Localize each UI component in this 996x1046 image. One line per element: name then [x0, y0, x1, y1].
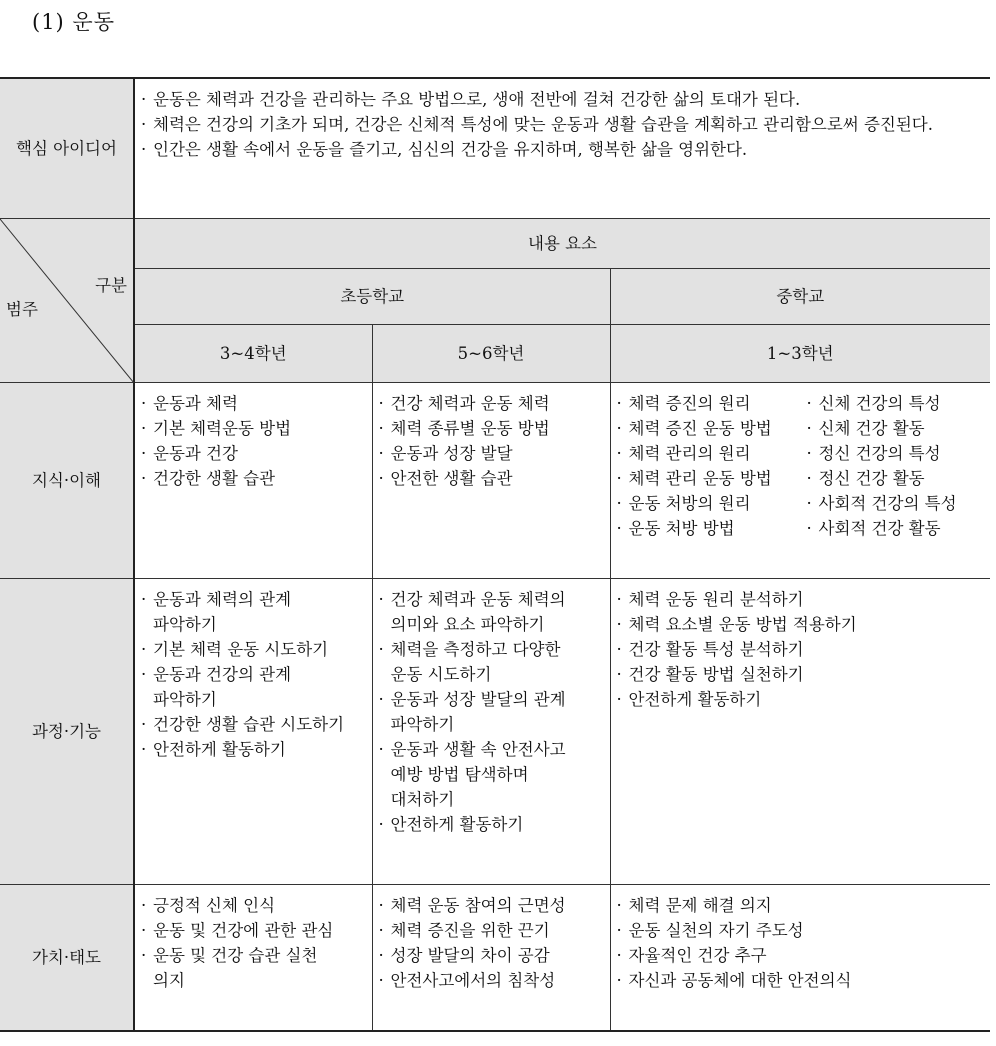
values-grade-3-4-cell	[134, 884, 372, 1031]
values-middle-list	[611, 885, 991, 1001]
bullet-mark: ·	[141, 115, 147, 134]
section-title: (1) 운동	[32, 10, 115, 34]
list-item-line: 운동과 건강의 관계	[153, 664, 292, 684]
list-item-line: 자율적인 건강 추구	[628, 945, 767, 965]
knowledge-row	[0, 382, 990, 578]
list-item	[617, 587, 987, 612]
bullet-mark: ·	[378, 639, 384, 659]
bullet-mark: ·	[141, 140, 147, 159]
knowledge-middle-cell	[610, 382, 990, 578]
list-item-line: 체력 운동 원리 분석하기	[628, 589, 804, 609]
knowledge-middle-grid	[611, 383, 991, 549]
list-item	[379, 687, 606, 737]
bullet-mark: ·	[616, 664, 622, 684]
list-item-line: 운동과 건강	[153, 443, 238, 463]
bullet-mark: ·	[141, 739, 147, 759]
bullet-mark: ·	[141, 589, 147, 609]
list-item-line: 안전하게 활동하기	[628, 689, 762, 709]
list-item	[141, 637, 368, 662]
list-item	[617, 687, 987, 712]
list-item	[141, 391, 368, 416]
knowledge-grade-3-4-cell	[134, 382, 372, 578]
list-item-line: 파악하기	[153, 689, 217, 709]
bullet-mark: ·	[806, 443, 812, 463]
bullet-mark: ·	[378, 689, 384, 709]
list-item-line: 체력 증진 운동 방법	[628, 418, 772, 438]
process-label: 과정·기능	[0, 578, 134, 884]
values-grade-5-6-cell	[372, 884, 610, 1031]
list-item	[141, 466, 368, 491]
bullet-mark: ·	[141, 443, 147, 463]
list-item	[617, 491, 807, 516]
bullet-mark: ·	[141, 639, 147, 659]
bullet-mark: ·	[616, 493, 622, 513]
bullet-mark: ·	[806, 418, 812, 438]
list-item-line: 기본 체력운동 방법	[153, 418, 292, 438]
bullet-mark: ·	[806, 518, 812, 538]
list-item-line: 안전하게 활동하기	[153, 739, 286, 759]
list-item-line: 안전사고에서의 침착성	[390, 970, 556, 990]
list-item	[379, 466, 606, 491]
bullet-mark: ·	[616, 945, 622, 965]
list-item	[617, 391, 807, 416]
list-item	[807, 416, 987, 441]
list-item-line: 신체 건강 활동	[818, 418, 925, 438]
bullet-mark: ·	[616, 518, 622, 538]
core-idea-list	[135, 79, 990, 170]
list-item-line: 대처하기	[390, 789, 455, 809]
header-row-2	[0, 268, 990, 324]
list-item	[141, 712, 368, 737]
list-item	[141, 918, 368, 943]
list-item	[379, 893, 606, 918]
list-item	[141, 737, 368, 762]
list-item-line: 정신 건강 활동	[818, 468, 925, 488]
list-item-line: 체력을 측정하고 다양한	[390, 639, 561, 659]
bullet-mark: ·	[378, 895, 384, 915]
list-item-line: 자신과 공동체에 대한 안전의식	[628, 970, 852, 990]
list-item-line: 체력 요소별 운동 방법 적용하기	[628, 614, 857, 634]
elementary-school-header: 초등학교	[134, 268, 610, 324]
bullet-mark: ·	[616, 920, 622, 940]
list-item	[141, 416, 368, 441]
list-item-line: 운동 및 건강에 관한 관심	[153, 920, 334, 940]
knowledge-label: 지식·이해	[0, 382, 134, 578]
list-item-line: 운동 실천의 자기 주도성	[628, 920, 804, 940]
list-item-line: 운동 처방의 원리	[628, 493, 751, 513]
content-elements-header: 내용 요소	[134, 218, 990, 268]
bullet-mark: ·	[378, 970, 384, 990]
list-item-line: 인간은 생활 속에서 운동을 즐기고, 심신의 건강을 유지하며, 행복한 삶을 영위한다.	[153, 140, 748, 159]
list-item-line: 의지	[153, 970, 185, 990]
list-item-line: 건강한 생활 습관 시도하기	[153, 714, 345, 734]
bullet-mark: ·	[616, 895, 622, 915]
list-item	[379, 587, 606, 637]
grade-3-4-header: 3~4학년	[134, 324, 372, 382]
knowledge-grade-3-4-list	[135, 383, 372, 499]
list-item-line: 신체 건강의 특성	[818, 393, 941, 413]
knowledge-grade-5-6-cell	[372, 382, 610, 578]
bullet-mark: ·	[141, 920, 147, 940]
list-item-line: 체력 증진을 위한 끈기	[390, 920, 550, 940]
list-item-line: 체력은 건강의 기초가 되며, 건강은 신체적 특성에 맞는 운동과 생활 습관을 계획하고 관리함으로써 증진된다.	[153, 115, 933, 134]
list-item	[141, 662, 368, 712]
list-item-line: 건강 활동 특성 분석하기	[628, 639, 804, 659]
process-grade-3-4-cell	[134, 578, 372, 884]
list-item	[141, 893, 368, 918]
bullet-mark: ·	[141, 418, 147, 438]
bullet-mark: ·	[378, 739, 384, 759]
bullet-mark: ·	[616, 589, 622, 609]
list-item-line: 운동 처방 방법	[628, 518, 735, 538]
process-grade-5-6-list	[373, 579, 610, 845]
list-item	[807, 466, 987, 491]
list-item	[617, 516, 807, 541]
bullet-mark: ·	[616, 614, 622, 634]
bullet-mark: ·	[616, 468, 622, 488]
list-item	[379, 812, 606, 837]
list-item	[617, 968, 987, 993]
bullet-mark: ·	[378, 589, 384, 609]
knowledge-middle-right-list	[807, 391, 987, 541]
list-item-line: 안전하게 활동하기	[390, 814, 524, 834]
list-item	[617, 918, 987, 943]
list-item-line: 운동 시도하기	[390, 664, 492, 684]
list-item	[807, 441, 987, 466]
list-item	[379, 943, 606, 968]
grade-1-3-header: 1~3학년	[610, 324, 990, 382]
values-grade-3-4-list	[135, 885, 372, 1001]
corner-label-category: 범주	[6, 299, 38, 319]
list-item	[141, 587, 368, 637]
bullet-mark: ·	[141, 90, 147, 109]
header-row-1	[0, 218, 990, 268]
values-label: 가치·태도	[0, 884, 134, 1031]
list-item-line: 체력 종류별 운동 방법	[390, 418, 550, 438]
process-grade-5-6-cell	[372, 578, 610, 884]
core-idea-cell	[134, 78, 990, 218]
bullet-mark: ·	[378, 945, 384, 965]
process-middle-list	[611, 579, 991, 720]
list-item-line: 성장 발달의 차이 공감	[390, 945, 550, 965]
list-item-line: 파악하기	[390, 714, 455, 734]
list-item-line: 사회적 건강 활동	[818, 518, 941, 538]
list-item	[807, 391, 987, 416]
list-item	[379, 391, 606, 416]
list-item	[807, 516, 987, 541]
list-item-line: 운동과 체력의 관계	[153, 589, 292, 609]
category-corner-cell	[0, 218, 134, 382]
list-item-line: 체력 증진의 원리	[628, 393, 751, 413]
bullet-mark: ·	[141, 895, 147, 915]
bullet-mark: ·	[616, 639, 622, 659]
list-item	[379, 441, 606, 466]
bullet-mark: ·	[806, 493, 812, 513]
list-item-line: 기본 체력 운동 시도하기	[153, 639, 329, 659]
list-item	[617, 637, 987, 662]
list-item-line: 운동 및 건강 습관 실천	[153, 945, 318, 965]
list-item-line: 사회적 건강의 특성	[818, 493, 957, 513]
bullet-mark: ·	[141, 468, 147, 488]
knowledge-grade-5-6-list	[373, 383, 610, 499]
list-item-line: 체력 관리의 원리	[628, 443, 751, 463]
bullet-mark: ·	[616, 418, 622, 438]
process-grade-3-4-list	[135, 579, 372, 770]
list-item-line: 건강 체력과 운동 체력	[390, 393, 550, 413]
list-item-line: 의미와 요소 파악하기	[390, 614, 545, 634]
grade-5-6-header: 5~6학년	[372, 324, 610, 382]
bullet-mark: ·	[616, 393, 622, 413]
list-item-line: 체력 운동 참여의 근면성	[390, 895, 566, 915]
list-item-line: 건강한 생활 습관	[153, 468, 276, 488]
process-middle-cell	[610, 578, 990, 884]
list-item-line: 운동과 생활 속 안전사고	[390, 739, 566, 759]
corner-label-division: 구분	[95, 275, 127, 295]
list-item	[617, 612, 987, 637]
bullet-mark: ·	[378, 418, 384, 438]
middle-school-header: 중학교	[610, 268, 990, 324]
list-item-line: 안전한 생활 습관	[390, 468, 513, 488]
list-item-line: 건강 활동 방법 실천하기	[628, 664, 804, 684]
bullet-mark: ·	[616, 443, 622, 463]
list-item-line: 예방 방법 탐색하며	[390, 764, 529, 784]
list-item	[617, 893, 987, 918]
bullet-mark: ·	[378, 920, 384, 940]
list-item-line: 긍정적 신체 인식	[153, 895, 276, 915]
list-item-line: 건강 체력과 운동 체력의	[390, 589, 566, 609]
list-item	[141, 137, 986, 162]
list-item	[141, 112, 986, 137]
bullet-mark: ·	[806, 468, 812, 488]
values-grade-5-6-list	[373, 885, 610, 1001]
list-item	[379, 968, 606, 993]
list-item-line: 체력 문제 해결 의지	[628, 895, 772, 915]
list-item	[379, 918, 606, 943]
bullet-mark: ·	[806, 393, 812, 413]
list-item-line: 운동은 체력과 건강을 관리하는 주요 방법으로, 생애 전반에 걸쳐 건강한 삶의 토대가 된다.	[153, 90, 801, 109]
values-row	[0, 884, 990, 1031]
list-item	[141, 87, 986, 112]
bullet-mark: ·	[141, 664, 147, 684]
list-item	[617, 466, 807, 491]
knowledge-middle-left-list	[617, 391, 807, 541]
core-idea-label: 핵심 아이디어	[0, 78, 134, 218]
core-idea-row	[0, 78, 990, 218]
list-item	[141, 441, 368, 466]
list-item	[617, 441, 807, 466]
bullet-mark: ·	[378, 443, 384, 463]
bullet-mark: ·	[378, 393, 384, 413]
process-row	[0, 578, 990, 884]
list-item	[617, 662, 987, 687]
bullet-mark: ·	[378, 814, 384, 834]
bullet-mark: ·	[378, 468, 384, 488]
list-item	[617, 943, 987, 968]
list-item-line: 파악하기	[153, 614, 217, 634]
list-item	[379, 416, 606, 441]
list-item-line: 운동과 성장 발달의 관계	[390, 689, 566, 709]
list-item-line: 체력 관리 운동 방법	[628, 468, 772, 488]
values-middle-cell	[610, 884, 990, 1031]
list-item	[617, 416, 807, 441]
list-item	[141, 943, 368, 993]
list-item	[807, 491, 987, 516]
list-item-line: 정신 건강의 특성	[818, 443, 941, 463]
list-item	[379, 637, 606, 687]
bullet-mark: ·	[141, 393, 147, 413]
list-item-line: 운동과 체력	[153, 393, 238, 413]
header-row-3	[0, 324, 990, 382]
bullet-mark: ·	[141, 945, 147, 965]
list-item-line: 운동과 성장 발달	[390, 443, 513, 463]
curriculum-table	[0, 77, 990, 1032]
bullet-mark: ·	[141, 714, 147, 734]
bullet-mark: ·	[616, 970, 622, 990]
list-item	[379, 737, 606, 812]
bullet-mark: ·	[616, 689, 622, 709]
